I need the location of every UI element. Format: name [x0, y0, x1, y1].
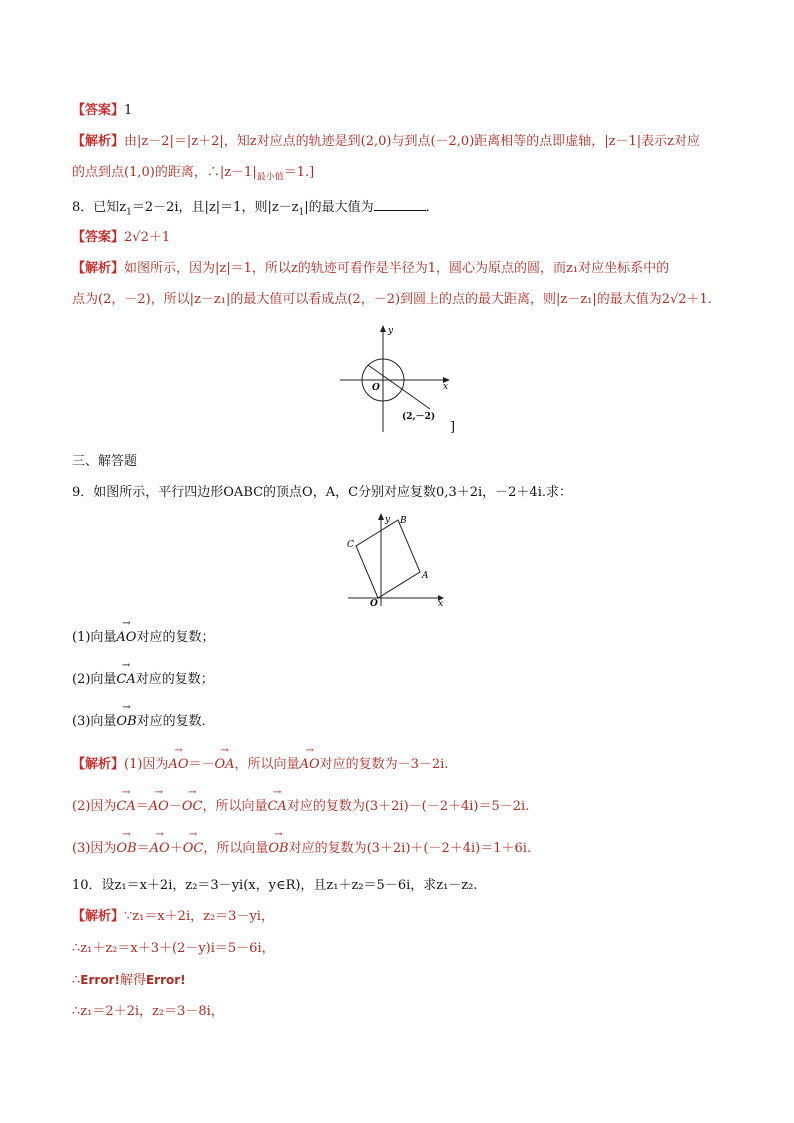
vector-ca: → CA	[116, 671, 135, 689]
origin-label: O	[372, 383, 380, 393]
q10-stem: 10．设z₁＝x＋2i，z₂＝3－yi(x，y∈R)，且z₁＋z₂＝5－6i，求z₁－z₂.	[72, 878, 478, 893]
q7-analysis-text2: 的点到点(1,0)的距离，∴|z－1|	[72, 165, 257, 180]
sol1-b: ＝－	[188, 757, 215, 772]
q8-stem	[72, 198, 439, 222]
q9-solution-3	[72, 840, 531, 858]
q9-solution-2	[72, 798, 529, 816]
error-field-1: Error!	[80, 973, 120, 987]
q9-solution-1	[72, 756, 448, 774]
q10-line3-b: 解得	[119, 973, 146, 988]
q8-analysis-text1: 如图所示，因为|z|＝1，所以z的轨迹可看作是半径为1，圆心为原点的圆，而z₁对应坐标系中的	[124, 261, 670, 276]
q9-stem: 9．如图所示，平行四边形OABC的顶点O，A，C分别对应复数0,3＋2i，－2＋4i.求：	[72, 485, 572, 500]
q8-stem-d: ．	[425, 200, 439, 215]
q9-sub3	[72, 713, 215, 731]
vector-oc: → OC	[182, 798, 203, 816]
answer-label: 【答案】	[72, 230, 125, 245]
y-axis-arrow	[378, 513, 384, 520]
analysis-label: 【解析】	[72, 134, 125, 149]
section-title: 三、解答题	[72, 454, 138, 469]
sol1-a: (1)因为	[124, 757, 169, 772]
q8-answer-value: 2√2＋1	[124, 230, 171, 245]
vector-ao: → AO	[300, 756, 320, 774]
sol3-c: ＋	[169, 841, 183, 856]
sub2-text-b: 对应的复数；	[135, 672, 214, 687]
vector-oc: → OC	[183, 840, 204, 858]
q10-analysis-line3	[72, 971, 186, 990]
q7-analysis-text3: ＝1.]	[283, 165, 315, 180]
q9-sub2	[72, 671, 214, 689]
analysis-label: 【解析】	[72, 757, 125, 772]
y-axis-arrow	[380, 325, 386, 332]
q8-stem-a: 8．已知z	[72, 200, 127, 215]
vector-ob: → OB	[116, 840, 136, 858]
sub3-text-b: 对应的复数．	[136, 714, 215, 729]
sol2-d: ，所以向量	[202, 799, 268, 814]
q10-analysis-line2: ∴z₁＋z₂＝x＋3＋(2－y)i＝5－6i，	[72, 941, 275, 956]
answer-blank	[374, 198, 426, 211]
q10-line3-a: ∴	[72, 973, 81, 988]
q8-analysis-line2	[72, 291, 712, 309]
vector-ao: → AO	[149, 798, 169, 816]
vector-ca: → CA	[116, 798, 135, 816]
sub1-text-a: (1)向量	[72, 630, 117, 645]
q10-analysis-line4: ∴z₁＝2＋2i，z₂＝3－8i，	[72, 1004, 224, 1019]
q8-stem-c: |的最大值为	[304, 200, 374, 215]
sub2-text-a: (2)向量	[72, 672, 117, 687]
q7-analysis-line1	[72, 133, 700, 151]
error-field-2: Error!	[145, 973, 186, 987]
sol3-e: 对应的复数为(3＋2i)＋(－2＋4i)＝1＋6i.	[288, 841, 532, 856]
point-a-label: A	[422, 571, 429, 581]
vector-ob: → OB	[116, 713, 136, 731]
q8-sub2: 1	[298, 207, 305, 218]
point-label: (2,－2)	[402, 412, 436, 422]
sub1-text-b: 对应的复数；	[136, 630, 215, 645]
answer-label: 【答案】	[72, 103, 125, 118]
q7-answer-value: 1	[124, 103, 133, 118]
y-axis-label: y	[388, 326, 394, 336]
sub3-text-a: (3)向量	[72, 714, 117, 729]
q10-line1: ∵z₁＝x＋2i，z₂＝3－yi，	[124, 909, 274, 924]
vector-ao: → AO	[116, 629, 136, 647]
q8-stem-b: ＝2－2i，且|z|＝1，则|z－z	[131, 200, 299, 215]
q7-analysis-text1: 由|z－2|＝|z＋2|，知z对应点的轨迹是到(2,0)与到点(－2,0)距离相等的点即虚轴，|z－1|表示z对应	[124, 134, 700, 149]
sol2-b: ＝	[135, 799, 149, 814]
q7-subscript-min: 最小值	[256, 172, 284, 183]
sol3-b: ＝	[136, 841, 150, 856]
q8-closing-bracket: ]	[450, 420, 456, 435]
point-c-label: C	[347, 540, 354, 550]
sol2-a: (2)因为	[72, 799, 117, 814]
x-axis-label: x	[438, 599, 444, 609]
q8-answer-line	[72, 229, 170, 247]
q10-analysis-line1	[72, 908, 274, 926]
point-b-label: B	[400, 516, 407, 526]
sol2-c: －	[168, 799, 182, 814]
sol3-a: (3)因为	[72, 841, 117, 856]
sol3-d: ，所以向量	[203, 841, 269, 856]
vector-ob: → OB	[268, 840, 288, 858]
q7-answer-line	[72, 102, 132, 120]
vector-ao: → AO	[168, 756, 188, 774]
q8-analysis-line1	[72, 260, 669, 278]
sol2-e: 对应的复数为(3＋2i)－(－2＋4i)＝5－2i.	[286, 799, 530, 814]
q8-analysis-text2: 点为(2，－2)，所以|z－z₁|的最大值可以看成点(2，－2)到圆上的点的最大距离，则|z－z₁|的最大值为2√2＋1.	[72, 292, 712, 307]
y-axis-label: y	[385, 515, 391, 525]
vector-oa: → OA	[215, 756, 235, 774]
vector-ca: → CA	[267, 798, 286, 816]
vector-ao: → AO	[150, 840, 170, 858]
origin-label: O	[370, 599, 378, 609]
q8-sub1: 1	[126, 207, 132, 218]
parallelogram-oabc	[356, 520, 420, 598]
q7-analysis-line2	[72, 164, 314, 187]
sol1-c: ，所以向量	[234, 757, 300, 772]
q9-figure-parallelogram	[343, 510, 451, 610]
sol1-d: 对应的复数为－3－2i.	[319, 757, 449, 772]
q9-sub1	[72, 629, 214, 647]
x-axis-label: x	[443, 382, 449, 392]
analysis-label: 【解析】	[72, 909, 125, 924]
analysis-label: 【解析】	[72, 261, 125, 276]
